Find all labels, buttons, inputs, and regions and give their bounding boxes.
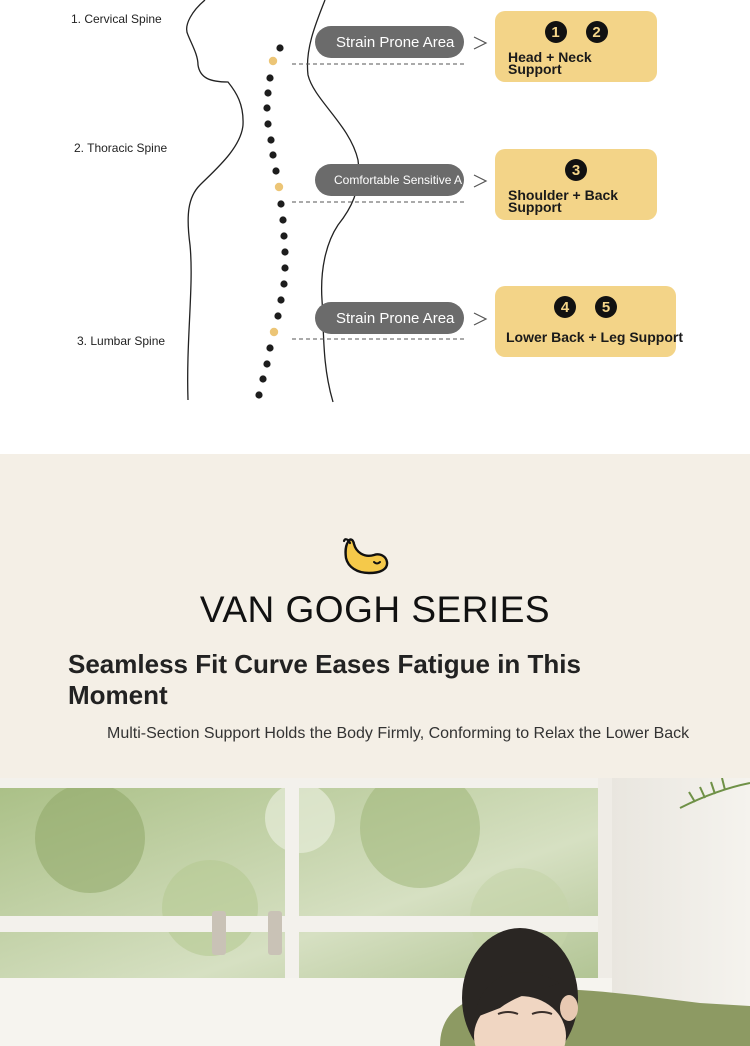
series-intro-section xyxy=(0,454,750,778)
card-label-line: Shoulder + Back xyxy=(508,187,619,203)
number-badge: 4 xyxy=(554,296,576,318)
card-label: Lower Back + Leg Support xyxy=(506,329,683,345)
strain-prone-area-pill-upper xyxy=(315,26,464,58)
lower-back-leg-support-card xyxy=(495,286,683,357)
area-label: Strain Prone Area xyxy=(336,33,455,51)
chevron-right-icon xyxy=(472,35,488,51)
area-label: Strain Prone Area xyxy=(336,309,455,327)
shoulder-back-support-card xyxy=(495,149,657,220)
badge-row xyxy=(495,21,657,43)
head-neck-support-card xyxy=(495,11,657,82)
card-label-line: Support xyxy=(508,61,562,77)
lumbar-spine-label: 3. Lumbar Spine xyxy=(77,334,166,348)
badge-row xyxy=(495,159,657,181)
bean-bag-icon xyxy=(342,534,390,576)
series-headline: Seamless Fit Curve Eases Fatigue in This Moment xyxy=(68,649,581,710)
card-label xyxy=(508,189,648,213)
number-badge: 1 xyxy=(545,21,567,43)
vertebrae-dots xyxy=(255,44,288,398)
thoracic-spine-label: 2. Thoracic Spine xyxy=(74,141,168,155)
series-title: VAN GOGH SERIES xyxy=(199,589,551,630)
badge-row xyxy=(495,296,676,318)
comfortable-sensitive-area-pill xyxy=(315,164,464,196)
chevron-right-icon xyxy=(472,173,488,189)
card-label xyxy=(508,51,648,75)
chevron-right-icon xyxy=(472,311,488,327)
number-badge: 3 xyxy=(565,159,587,181)
cervical-spine-label: 1. Cervical Spine xyxy=(71,12,162,26)
number-badge: 2 xyxy=(586,21,608,43)
strain-prone-area-pill-lower xyxy=(315,302,464,334)
spine-diagram-section xyxy=(0,0,750,454)
lifestyle-photo-illustration xyxy=(0,778,750,1046)
card-label-line: Head + Neck xyxy=(508,49,592,65)
area-label: Comfortable Sensitive A xyxy=(334,173,463,187)
number-badge: 5 xyxy=(595,296,617,318)
series-subline: Multi-Section Support Holds the Body Firmly, Conforming to Relax the Lower Back xyxy=(107,725,690,742)
woman-by-window-photo xyxy=(0,778,750,1046)
card-label-line: Support xyxy=(508,199,562,215)
